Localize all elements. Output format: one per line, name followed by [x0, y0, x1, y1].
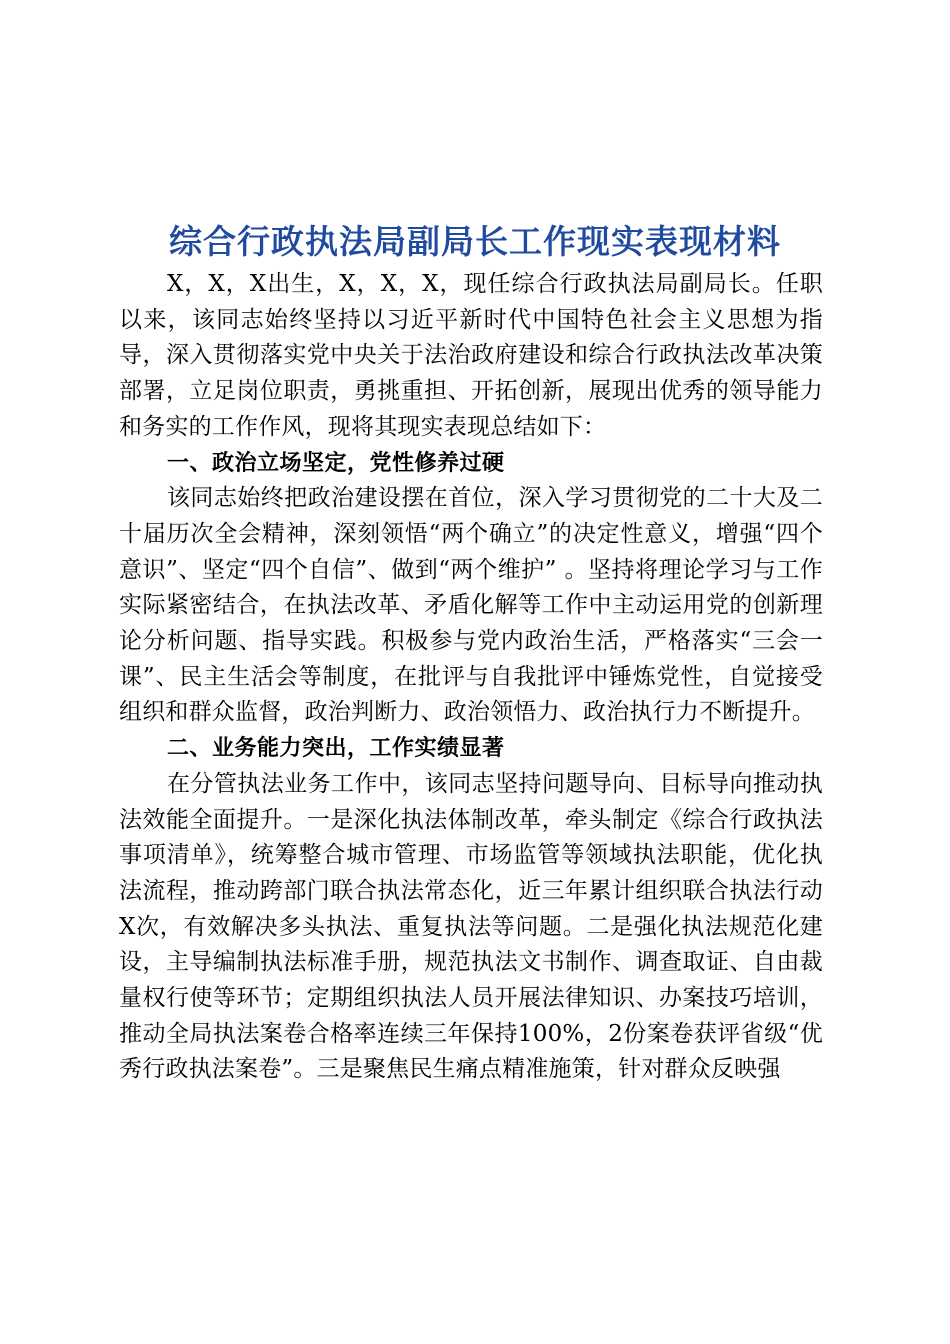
section-paragraph-2: 在分管执法业务工作中，该同志坚持问题导向、目标导向推动执法效能全面提升。一是深化执法体制改革，牵头制定《综合行政执法事项清单》，统筹整合城市管理、市场监管等领域执法职能，优化执法流程，推动跨部门联合执法常态化，近三年累计组织联合执法行动X次，有效解决多头执法、重复执法等问题。二是强化执法规范化建设，主导编制执法标准手册，规范执法文书制作、调查取证、自由裁量权行使等环节；定期组织执法人员开展法律知识、办案技巧培训，推动全局执法案卷合格率连续三年保持100%，2份案卷获评省级“优秀行政执法案卷”。三是聚焦民生痛点精准施策，针对群众反映强 — [119, 770, 823, 1083]
section-paragraph-1: 该同志始终把政治建设摆在首位，深入学习贯彻党的二十大及二十届历次全会精神，深刻领悟“两个确立”的决定性意义，增强“四个意识”、坚定“四个自信”、做到“两个维护” 。坚持将理论学习与工作实际紧密结合，在执法改革、矛盾化解等工作中主动运用党的创新理论分析问题、指导实践。积极参与党内政治生活，严格落实“三会一课”、民主生活会等制度，在批评与自我批评中锤炼党性，自觉接受组织和群众监督，政治判断力、政治领悟力、政治执行力不断提升。 — [119, 485, 823, 726]
section-heading-2: 二、业务能力突出，工作实绩显著 — [167, 736, 505, 762]
document-title: 综合行政执法局副局长工作现实表现材料 — [169, 222, 781, 262]
document-body — [119, 267, 823, 1088]
intro-paragraph: X，X，X出生，X，X，X，现任综合行政执法局副局长。任职以来，该同志始终坚持以习近平新时代中国特色社会主义思想为指导，深入贯彻落实党中央关于法治政府建设和综合行政执法改革决策部署，立足岗位职责，勇挑重担、开拓创新，展现出优秀的领导能力和务实的工作作风，现将其现实表现总结如下： — [119, 271, 823, 440]
section-heading-1: 一、政治立场坚定，党性修养过硬 — [167, 450, 505, 476]
